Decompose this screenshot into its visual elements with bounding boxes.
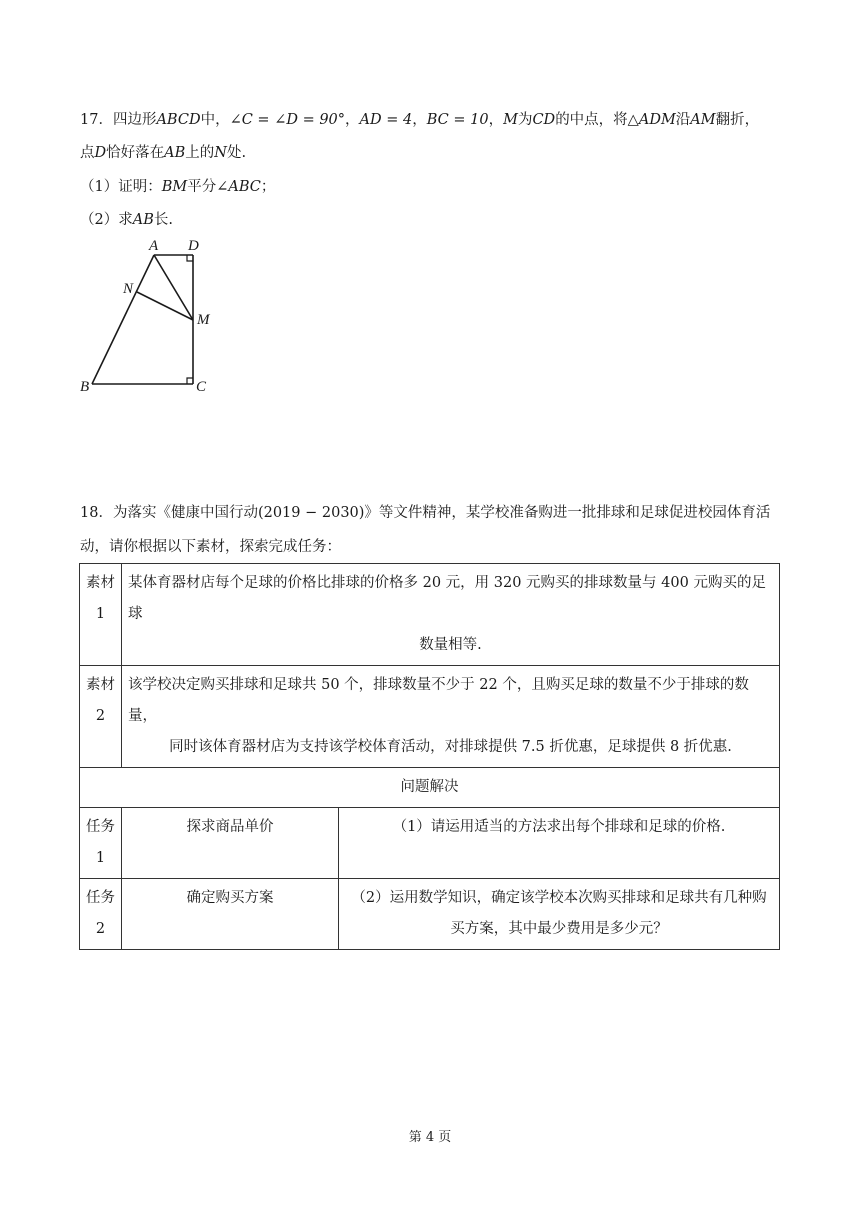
- geometry-figure: [76, 236, 226, 396]
- q18-line1: 18．为落实《健康中国行动(2019 − 2030)》等文件精神，某学校准备购进一批排球和足球促进校园体育活: [80, 505, 771, 521]
- q17-line2: 点D恰好落在AB上的N处.: [80, 145, 247, 161]
- q17-line1: 17．四边形ABCD中，∠C = ∠D = 90°，AD = 4，BC = 10，M为CD的中点，将△ADM沿AM翻折，: [80, 112, 760, 128]
- task1-label: 任务 1: [80, 808, 122, 879]
- task2-row: [80, 879, 780, 950]
- edge-AB: [92, 255, 154, 384]
- right-angle-C: [187, 378, 193, 384]
- task1-text: （1）请运用适当的方法求出每个排球和足球的价格.: [339, 808, 780, 879]
- material1-text: 某体育器材店每个足球的价格比排球的价格多 20 元，用 320 元购买的排球数量与 400 元购买的足球 数量相等.: [122, 564, 780, 666]
- task2-name: 确定购买方案: [122, 879, 339, 950]
- q18-line2: 动，请你根据以下素材，探索完成任务：: [80, 539, 341, 555]
- task2-text: （2）运用数学知识，确定该学校本次购买排球和足球共有几种购 买方案，其中最少费用是多少元？: [339, 879, 780, 950]
- task1-row: [80, 808, 780, 879]
- material1-row: [80, 564, 780, 666]
- label-N: N: [123, 281, 134, 297]
- task2-label: 任务 2: [80, 879, 122, 950]
- q17-part1: （1）证明：BM平分∠ABC；: [80, 179, 276, 195]
- problem-header-row: [80, 768, 780, 808]
- label-A: A: [149, 238, 159, 254]
- materials-table: [79, 563, 780, 950]
- page-number: 第 4 页: [408, 1130, 452, 1145]
- problem-header: 问题解决: [80, 768, 780, 808]
- material1-label: 素材 1: [80, 564, 122, 666]
- label-M: M: [197, 312, 210, 328]
- label-B: B: [80, 379, 90, 395]
- q17-part2: （2）求AB长.: [80, 212, 173, 228]
- label-C: C: [196, 379, 207, 395]
- task1-name: 探求商品单价: [122, 808, 339, 879]
- label-D: D: [188, 238, 199, 254]
- material2-row: [80, 666, 780, 768]
- right-angle-D: [187, 255, 193, 261]
- material2-label: 素材 2: [80, 666, 122, 768]
- material2-text: 该学校决定购买排球和足球共 50 个，排球数量不少于 22 个，且购买足球的数量不少于排球的数量， 同时该体育器材店为支持该学校体育活动，对排球提供 7.5 折优惠，足球提供 8 折优惠.: [122, 666, 780, 768]
